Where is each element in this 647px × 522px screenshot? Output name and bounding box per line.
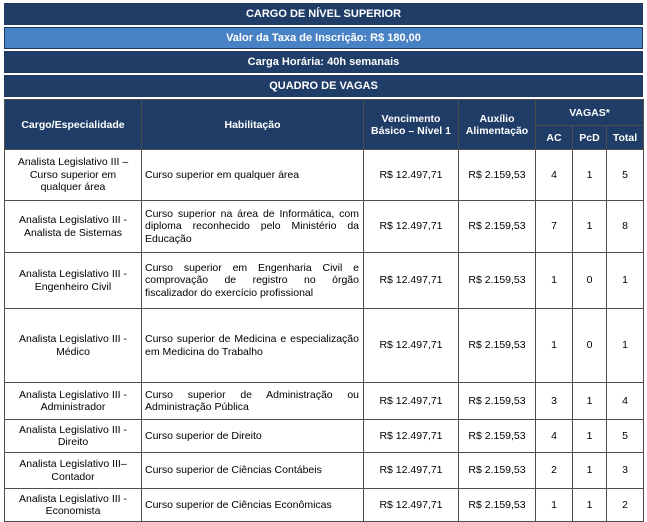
section-text: QUADRO DE VAGAS <box>269 80 378 92</box>
cell-pcd: 1 <box>573 383 607 420</box>
col-header-vagas: VAGAS* <box>536 100 644 126</box>
cell-pcd: 1 <box>573 201 607 253</box>
cell-habilitacao: Curso superior na área de Informática, com diploma reconhecido pelo Ministério da Educação <box>142 201 364 253</box>
cell-pcd: 1 <box>573 489 607 522</box>
cell-vencimento: R$ 12.497,71 <box>364 453 459 489</box>
cell-habilitacao: Curso superior de Ciências Contábeis <box>142 453 364 489</box>
cell-pcd: 1 <box>573 453 607 489</box>
cell-total: 5 <box>607 150 644 201</box>
fee-text: Valor da Taxa de Inscrição: R$ 180,00 <box>226 32 421 44</box>
cell-ac: 2 <box>536 453 573 489</box>
cell-vencimento: R$ 12.497,71 <box>364 420 459 453</box>
col-header-auxilio: Auxílio Alimentação <box>459 100 536 150</box>
col-header-vencimento: Vencimento Básico – Nível 1 <box>364 100 459 150</box>
table-row <box>5 150 644 201</box>
cell-ac: 7 <box>536 201 573 253</box>
cell-total: 1 <box>607 309 644 383</box>
cell-ac: 4 <box>536 150 573 201</box>
cell-pcd: 1 <box>573 150 607 201</box>
cell-vencimento: R$ 12.497,71 <box>364 383 459 420</box>
cell-auxilio: R$ 2.159,53 <box>459 420 536 453</box>
cell-vencimento: R$ 12.497,71 <box>364 309 459 383</box>
table-row <box>5 453 644 489</box>
cell-ac: 3 <box>536 383 573 420</box>
cell-ac: 1 <box>536 309 573 383</box>
vacancy-table <box>4 99 644 522</box>
title-text: CARGO DE NÍVEL SUPERIOR <box>245 8 402 20</box>
cell-vencimento: R$ 12.497,71 <box>364 201 459 253</box>
vacancy-document <box>4 3 643 522</box>
col-header-pcd: PcD <box>573 126 607 150</box>
cell-ac: 1 <box>536 489 573 522</box>
cell-cargo: Analista Legislativo III– Contador <box>5 453 142 489</box>
cell-cargo: Analista Legislativo III - Administrador <box>5 383 142 420</box>
cell-cargo: Analista Legislativo III - Analista de Sistemas <box>5 201 142 253</box>
cell-total: 4 <box>607 383 644 420</box>
cell-vencimento: R$ 12.497,71 <box>364 489 459 522</box>
workload-band <box>4 51 643 73</box>
workload-text: Carga Horária: 40h semanais <box>247 56 400 68</box>
table-row <box>5 420 644 453</box>
fee-band <box>4 27 643 49</box>
cell-ac: 4 <box>536 420 573 453</box>
cell-total: 5 <box>607 420 644 453</box>
cell-cargo: Analista Legislativo III - Engenheiro Civil <box>5 253 142 309</box>
cell-habilitacao: Curso superior em qualquer área <box>142 150 364 201</box>
cell-cargo: Analista Legislativo III – Curso superior em qualquer área <box>5 150 142 201</box>
cell-habilitacao: Curso superior em Engenharia Civil e comprovação de registro no órgão fiscalizador do exercício profissional <box>142 253 364 309</box>
cell-cargo: Analista Legislativo III - Médico <box>5 309 142 383</box>
table-row <box>5 309 644 383</box>
cell-auxilio: R$ 2.159,53 <box>459 201 536 253</box>
cell-pcd: 1 <box>573 420 607 453</box>
table-row <box>5 253 644 309</box>
cell-habilitacao: Curso superior de Direito <box>142 420 364 453</box>
table-row <box>5 489 644 522</box>
cell-habilitacao: Curso superior de Ciências Econômicas <box>142 489 364 522</box>
cell-ac: 1 <box>536 253 573 309</box>
cell-total: 2 <box>607 489 644 522</box>
cell-auxilio: R$ 2.159,53 <box>459 383 536 420</box>
cell-total: 3 <box>607 453 644 489</box>
cell-cargo: Analista Legislativo III - Economista <box>5 489 142 522</box>
cell-habilitacao: Curso superior de Administração ou Administração Pública <box>142 383 364 420</box>
col-header-cargo: Cargo/Especialidade <box>5 100 142 150</box>
cell-auxilio: R$ 2.159,53 <box>459 453 536 489</box>
cell-pcd: 0 <box>573 309 607 383</box>
col-header-total: Total <box>607 126 644 150</box>
cell-cargo: Analista Legislativo III - Direito <box>5 420 142 453</box>
col-header-ac: AC <box>536 126 573 150</box>
cell-total: 1 <box>607 253 644 309</box>
cell-vencimento: R$ 12.497,71 <box>364 253 459 309</box>
cell-total: 8 <box>607 201 644 253</box>
cell-auxilio: R$ 2.159,53 <box>459 489 536 522</box>
table-row <box>5 383 644 420</box>
cell-auxilio: R$ 2.159,53 <box>459 150 536 201</box>
title-band <box>4 3 643 25</box>
cell-habilitacao: Curso superior de Medicina e especialização em Medicina do Trabalho <box>142 309 364 383</box>
table-row <box>5 201 644 253</box>
cell-vencimento: R$ 12.497,71 <box>364 150 459 201</box>
cell-auxilio: R$ 2.159,53 <box>459 309 536 383</box>
cell-auxilio: R$ 2.159,53 <box>459 253 536 309</box>
col-header-habilitacao: Habilitação <box>142 100 364 150</box>
cell-pcd: 0 <box>573 253 607 309</box>
section-band <box>4 75 643 97</box>
